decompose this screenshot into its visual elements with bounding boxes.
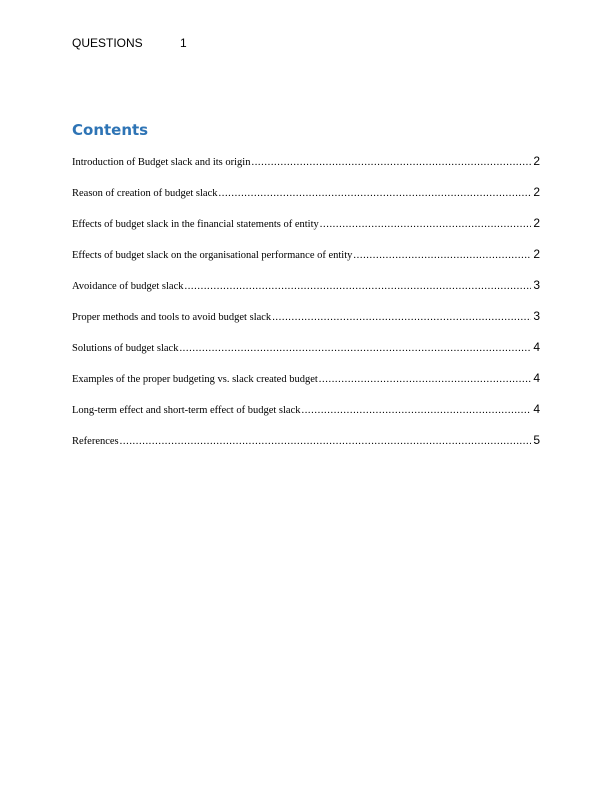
toc-entry-page[interactable]: 3 <box>533 278 540 292</box>
toc-entry-title[interactable]: Examples of the proper budgeting vs. slack created budget <box>72 374 318 385</box>
toc-dot-leader <box>120 436 532 447</box>
toc-entry[interactable] <box>72 433 540 464</box>
toc-entry-page[interactable]: 2 <box>533 216 540 230</box>
toc-dot-leader <box>319 374 532 385</box>
toc-entry-title[interactable]: Introduction of Budget slack and its origin <box>72 157 251 168</box>
toc-entry-page[interactable]: 4 <box>533 402 540 416</box>
table-of-contents <box>72 154 540 464</box>
toc-entry[interactable] <box>72 371 540 402</box>
toc-entry[interactable] <box>72 309 540 340</box>
toc-dot-leader <box>184 281 531 292</box>
toc-heading: Contents <box>72 121 149 139</box>
toc-entry-title[interactable]: Solutions of budget slack <box>72 343 179 354</box>
toc-entry-title[interactable]: Effects of budget slack on the organisational performance of entity <box>72 250 353 261</box>
toc-entry[interactable] <box>72 216 540 247</box>
toc-entry-title[interactable]: Avoidance of budget slack <box>72 281 184 292</box>
toc-entry-title[interactable]: Reason of creation of budget slack <box>72 188 218 199</box>
toc-entry-page[interactable]: 2 <box>533 154 540 168</box>
toc-entry-title[interactable]: Proper methods and tools to avoid budget slack <box>72 312 272 323</box>
running-header <box>72 36 187 50</box>
toc-dot-leader <box>353 250 531 261</box>
toc-dot-leader <box>251 157 531 168</box>
toc-entry-title[interactable]: References <box>72 436 119 447</box>
toc-entry[interactable] <box>72 247 540 278</box>
toc-dot-leader <box>219 188 532 199</box>
toc-dot-leader <box>272 312 531 323</box>
toc-entry[interactable] <box>72 278 540 309</box>
toc-entry-page[interactable]: 2 <box>533 247 540 261</box>
toc-entry[interactable] <box>72 154 540 185</box>
toc-entry-page[interactable]: 3 <box>533 309 540 323</box>
toc-entry[interactable] <box>72 185 540 216</box>
toc-dot-leader <box>320 219 532 230</box>
toc-entry-title[interactable]: Long-term effect and short-term effect of budget slack <box>72 405 301 416</box>
toc-dot-leader <box>301 405 531 416</box>
toc-entry-title[interactable]: Effects of budget slack in the financial statements of entity <box>72 219 319 230</box>
toc-entry-page[interactable]: 4 <box>533 371 540 385</box>
toc-entry-page[interactable]: 5 <box>533 433 540 447</box>
header-label: QUESTIONS <box>72 36 143 50</box>
toc-dot-leader <box>179 343 531 354</box>
toc-entry[interactable] <box>72 402 540 433</box>
toc-entry-page[interactable]: 2 <box>533 185 540 199</box>
toc-entry[interactable] <box>72 340 540 371</box>
toc-entry-page[interactable]: 4 <box>533 340 540 354</box>
header-page-number: 1 <box>180 36 187 50</box>
